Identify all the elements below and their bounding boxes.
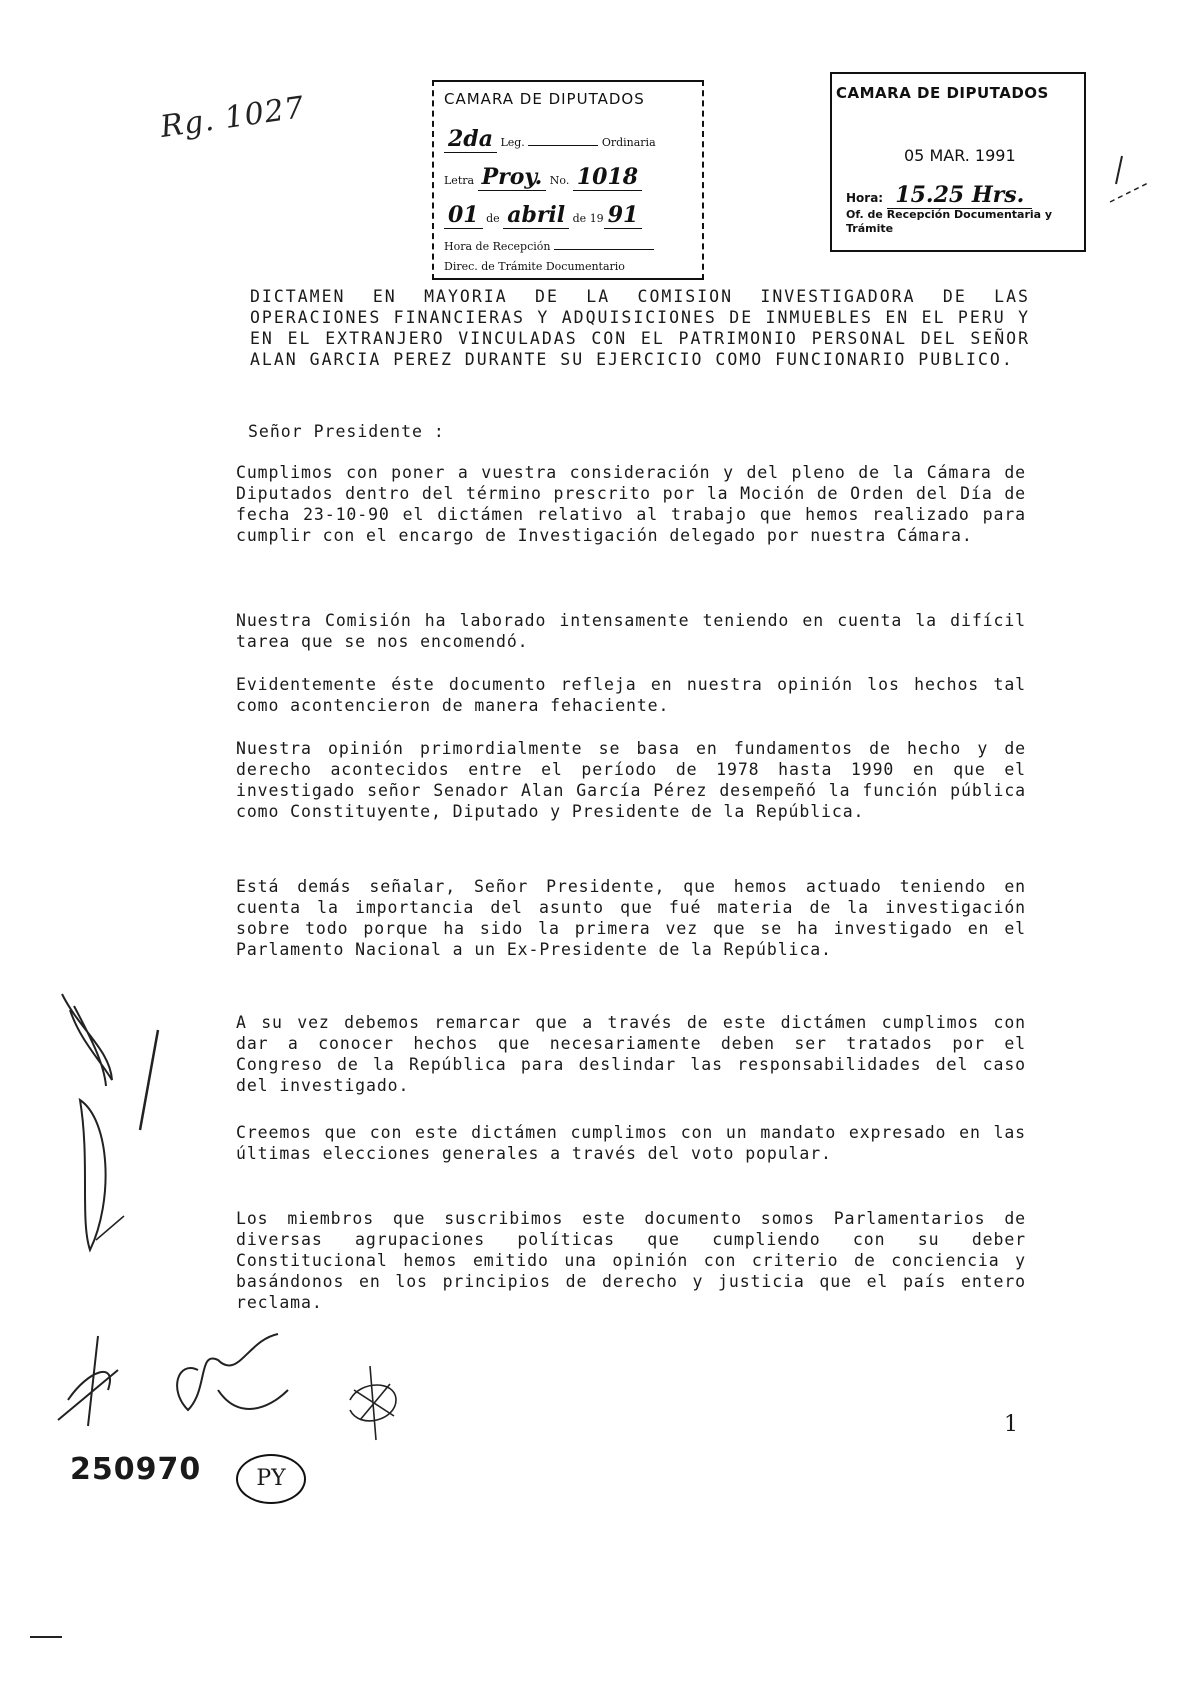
no-label: No.: [549, 174, 570, 187]
stamp-hora-line: [444, 240, 694, 253]
year-value: 91: [604, 202, 643, 229]
margin-divider: [30, 1636, 62, 1638]
paragraph-1: Cumplimos con poner a vuestra consideración y del pleno de la Cámara de Diputados dentro del término prescrito por la Moción de Orden del Día de fecha 23-10-90 el dictámen relativo al trabajo que hemos realizado para cumplir con el encargo de Investigación delegado por nuestra Cámara.: [236, 463, 1026, 545]
no-value: 1018: [573, 164, 642, 191]
margin-mark-icon: [1100, 150, 1160, 210]
de-label: de: [486, 212, 500, 225]
stamp-office: Of. de Recepción Documentaria y Trámite: [846, 208, 1053, 235]
document-title: DICTAMEN EN MAYORIA DE LA COMISION INVESTIGADORA DE LAS OPERACIONES FINANCIERAS Y ADQUISICIONES DE INMUEBLES EN EL PERU Y EN EL EXTRANJERO VINCULADAS CON EL PATRIMONIO PERSONAL DEL SEÑOR ALAN GARCIA PEREZ DURANTE SU EJERCICIO COMO FUNCIONARIO PUBLICO.: [250, 287, 1030, 369]
stamp-title: CAMARA DE DIPUTADOS: [444, 90, 645, 108]
handwritten-reference: Rg. 1027: [158, 90, 307, 145]
month-value: abril: [503, 202, 569, 229]
stamp-date: 05 MAR. 1991: [904, 146, 1016, 165]
leg-label: Leg.: [500, 136, 525, 149]
signature-icon: [40, 990, 180, 1320]
stamp-title: CAMARA DE DIPUTADOS: [836, 84, 1049, 102]
paragraph-7: Creemos que con este dictámen cumplimos con un mandato expresado en las últimas elecciones generales a través del voto popular.: [236, 1123, 1026, 1163]
stamp-hora: [846, 182, 1032, 208]
paragraph-5: Está demás señalar, Señor Presidente, que hemos actuado teniendo en cuenta la importancia del asunto que fué materia de la investigación sobre todo porque ha sido la primera vez que se ha investigado en el Parlamento Nacional a un Ex-Presidente de la República.: [236, 877, 1026, 959]
letra-label: Letra: [444, 174, 475, 187]
paragraph-8: Los miembros que suscribimos este documento somos Parlamentarios de diversas agrupaciones políticas que cumpliendo con su deber Constitucional hemos emitido una opinión con criterio de conciencia y basándonos en los principios de derecho y justicia que el país entero reclama.: [236, 1209, 1026, 1312]
initials-seal: PY: [236, 1454, 306, 1504]
paragraph-6: A su vez debemos remarcar que a través de este dictámen cumplimos con dar a conocer hechos que necesariamente deben ser tratados por el Congreso de la República para deslindar las responsabilidades del caso del investigado.: [236, 1013, 1026, 1095]
stamp-letra-line: [444, 164, 694, 190]
ordinaria-label: Ordinaria: [601, 136, 656, 149]
leg-value: 2da: [444, 126, 497, 153]
stamp-leg-line: [444, 126, 694, 152]
signature-icon: [48, 1330, 308, 1440]
paragraph-4: Nuestra opinión primordialmente se basa en fundamentos de hecho y de derecho acontecidos entre el período de 1978 hasta 1990 en que el investigado señor Senador Alan García Pérez desempeñó la función pública como Constituyente, Diputado y Presidente de la República.: [236, 739, 1026, 821]
stamp-office-line: Direc. de Trámite Documentario: [444, 260, 625, 273]
stamp-date-line: [444, 202, 694, 228]
page-number: 1: [1004, 1412, 1018, 1437]
paragraph-3: Evidentemente éste documento refleja en nuestra opinión los hechos tal como acontencieron de manera fehaciente.: [236, 675, 1026, 715]
hora-label: Hora:: [846, 191, 884, 205]
reception-stamp: [432, 80, 704, 280]
hora-value: 15.25 Hrs.: [887, 182, 1032, 209]
year-label: de 19: [572, 212, 604, 225]
signature-icon: [340, 1360, 410, 1450]
paragraph-2: Nuestra Comisión ha laborado intensamente teniendo en cuenta la difícil tarea que se nos encomendó.: [236, 611, 1026, 651]
hora-label: Hora de Recepción: [444, 240, 551, 253]
salutation: Señor Presidente :: [248, 422, 445, 441]
stamp-number: 250970: [70, 1452, 202, 1487]
day-value: 01: [444, 202, 483, 229]
letra-value: Proy.: [478, 164, 547, 191]
tramite-stamp: [830, 72, 1086, 252]
